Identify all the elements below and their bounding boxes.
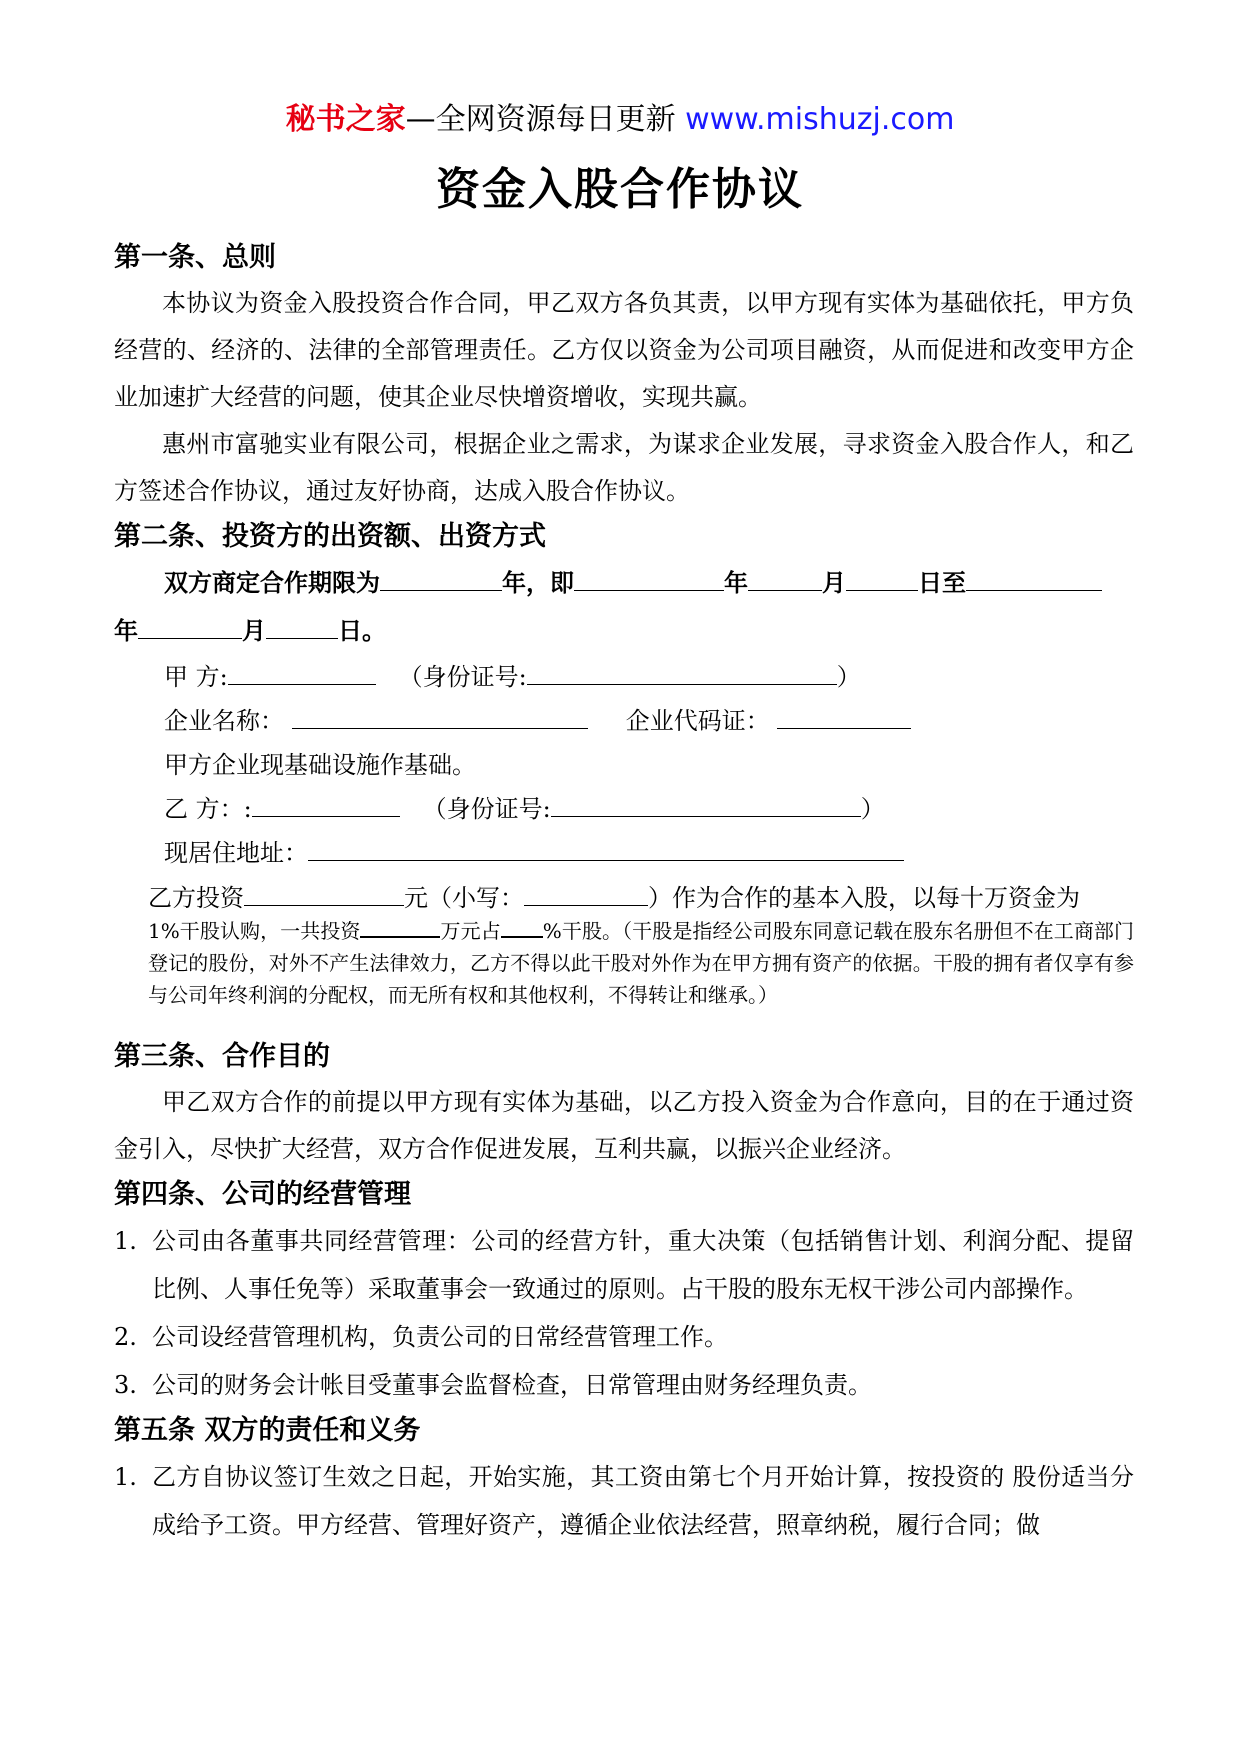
period-text: 日。 xyxy=(338,617,386,645)
period-text: 日至 xyxy=(918,569,966,597)
party-b-row xyxy=(114,787,1134,831)
banner-url[interactable]: www.mishuzj.com xyxy=(685,102,955,137)
years-blank[interactable] xyxy=(380,566,502,591)
end-year-blank[interactable] xyxy=(966,566,1102,591)
investment-line-2 xyxy=(148,915,1134,1011)
invest-text: 万元占 xyxy=(440,919,501,943)
section-1-para-2: 惠州市富驰实业有限公司，根据企业之需求，为谋求企业发展，寻求资金入股合作人，和乙方签述合作协议，通过友好协商，达成入股合作协议。 xyxy=(114,430,1134,505)
party-a-name-blank[interactable] xyxy=(228,660,376,685)
party-b-id-blank[interactable] xyxy=(551,792,861,817)
party-a-label: 甲 方: xyxy=(164,663,228,691)
period-text: 月 xyxy=(242,617,266,645)
banner-tagline: —全网资源每日更新 xyxy=(405,102,686,137)
company-code-blank[interactable] xyxy=(777,704,911,729)
section-1-para-1: 本协议为资金入股投资合作合同，甲乙双方各负其责，以甲方现有实体为基础依托，甲方负经营的、经济的、法律的全部管理责任。乙方仅以资金为公司项目融资，从而促进和改变甲方企业加速扩大经营的问题，使其企业尽快增资增收，实现共赢。 xyxy=(114,289,1134,411)
document-body xyxy=(114,236,1134,1549)
party-a-note: 甲方企业现基础设施作基础。 xyxy=(164,751,476,779)
list-text: 公司的财务会计帐目受董事会监督检查，日常管理由财务经理负责。 xyxy=(152,1371,872,1399)
invest-percent-blank[interactable] xyxy=(501,916,543,938)
invest-text: 1%干股认购，一共投资 xyxy=(148,919,361,943)
company-row xyxy=(114,699,1134,743)
period-label: 双方商定合作期限为 xyxy=(164,569,380,597)
document-title: 资金入股合作协议 xyxy=(436,164,804,215)
cooperation-period-line-2 xyxy=(114,607,1134,655)
start-month-blank[interactable] xyxy=(748,566,822,591)
list-number: 2. xyxy=(114,1323,137,1351)
period-text: 年，即 xyxy=(502,569,574,597)
invest-lowercase-blank[interactable] xyxy=(524,881,648,906)
list-item xyxy=(114,1217,1134,1313)
company-name-label: 企业名称： xyxy=(164,707,284,735)
invest-amount-blank[interactable] xyxy=(244,881,404,906)
investment-line-1 xyxy=(148,881,1134,915)
list-number: 3. xyxy=(114,1371,137,1399)
party-b-name-blank[interactable] xyxy=(252,792,400,817)
end-day-blank[interactable] xyxy=(266,614,338,639)
list-item xyxy=(114,1313,1134,1361)
list-item xyxy=(114,1453,1134,1549)
invest-text: 元（小写： xyxy=(404,884,524,912)
party-a-row xyxy=(114,655,1134,699)
list-number: 1. xyxy=(114,1463,137,1491)
section-3-heading: 第三条、合作目的 xyxy=(114,1041,330,1072)
start-year-blank[interactable] xyxy=(574,566,724,591)
section-4-heading: 第四条、公司的经营管理 xyxy=(114,1179,411,1210)
id-close: ） xyxy=(860,795,885,823)
list-text: 公司设经营管理机构，负责公司的日常经营管理工作。 xyxy=(152,1323,728,1351)
period-text: 年 xyxy=(114,617,138,645)
party-a-id-blank[interactable] xyxy=(527,660,837,685)
cooperation-period-line-1 xyxy=(114,559,1134,607)
party-a-id-label: （身份证号: xyxy=(398,663,527,691)
address-blank[interactable] xyxy=(308,836,904,861)
end-month-blank[interactable] xyxy=(138,614,242,639)
list-item xyxy=(114,1361,1134,1409)
list-text: 公司由各董事共同经营管理：公司的经营方针，重大决策（包括销售计划、利润分配、提留比例、人事任免等）采取董事会一致通过的原则。占干股的股东无权干涉公司内部操作。 xyxy=(152,1227,1134,1303)
dry-share-definition: %干股。（干股是指经公司股东同意记载在股东名册但不在工商部门登记的股份，对外不产生法律效力，乙方不得以此干股对外作为在甲方拥有资产的依据。干股的拥有者仅享有参与公司年终利润的分配权，而无所有权和其他权利，不得转让和继承。） xyxy=(148,919,1134,1007)
invest-wan-blank[interactable] xyxy=(360,916,440,938)
period-text: 年 xyxy=(724,569,748,597)
address-label: 现居住地址： xyxy=(164,839,308,867)
list-number: 1. xyxy=(114,1227,137,1255)
banner-brand: 秘书之家 xyxy=(285,102,406,137)
section-1-heading: 第一条、总则 xyxy=(114,242,276,273)
invest-label: 乙方投资 xyxy=(148,884,244,912)
address-row xyxy=(114,831,1134,875)
site-banner xyxy=(0,100,1240,140)
section-2-heading: 第二条、投资方的出资额、出资方式 xyxy=(114,521,546,552)
party-b-id-label: （身份证号: xyxy=(422,795,551,823)
party-b-label: 乙 方：: xyxy=(164,795,252,823)
start-day-blank[interactable] xyxy=(846,566,918,591)
list-text: 乙方自协议签订生效之日起，开始实施，其工资由第七个月开始计算，按投资的 股份适当分成给予工资。甲方经营、管理好资产，遵循企业依法经营，照章纳税，履行合同；做 xyxy=(152,1463,1134,1539)
company-name-blank[interactable] xyxy=(292,704,588,729)
section-3-para: 甲乙双方合作的前提以甲方现有实体为基础，以乙方投入资金为合作意向，目的在于通过资金引入，尽快扩大经营，双方合作促进发展，互利共赢，以振兴企业经济。 xyxy=(114,1088,1134,1163)
invest-text: ）作为合作的基本入股，以每十万资金为 xyxy=(648,884,1080,912)
section-5-heading: 第五条 双方的责任和义务 xyxy=(114,1415,421,1446)
company-code-label: 企业代码证： xyxy=(625,707,770,735)
id-close: ） xyxy=(836,663,861,691)
period-text: 月 xyxy=(822,569,846,597)
